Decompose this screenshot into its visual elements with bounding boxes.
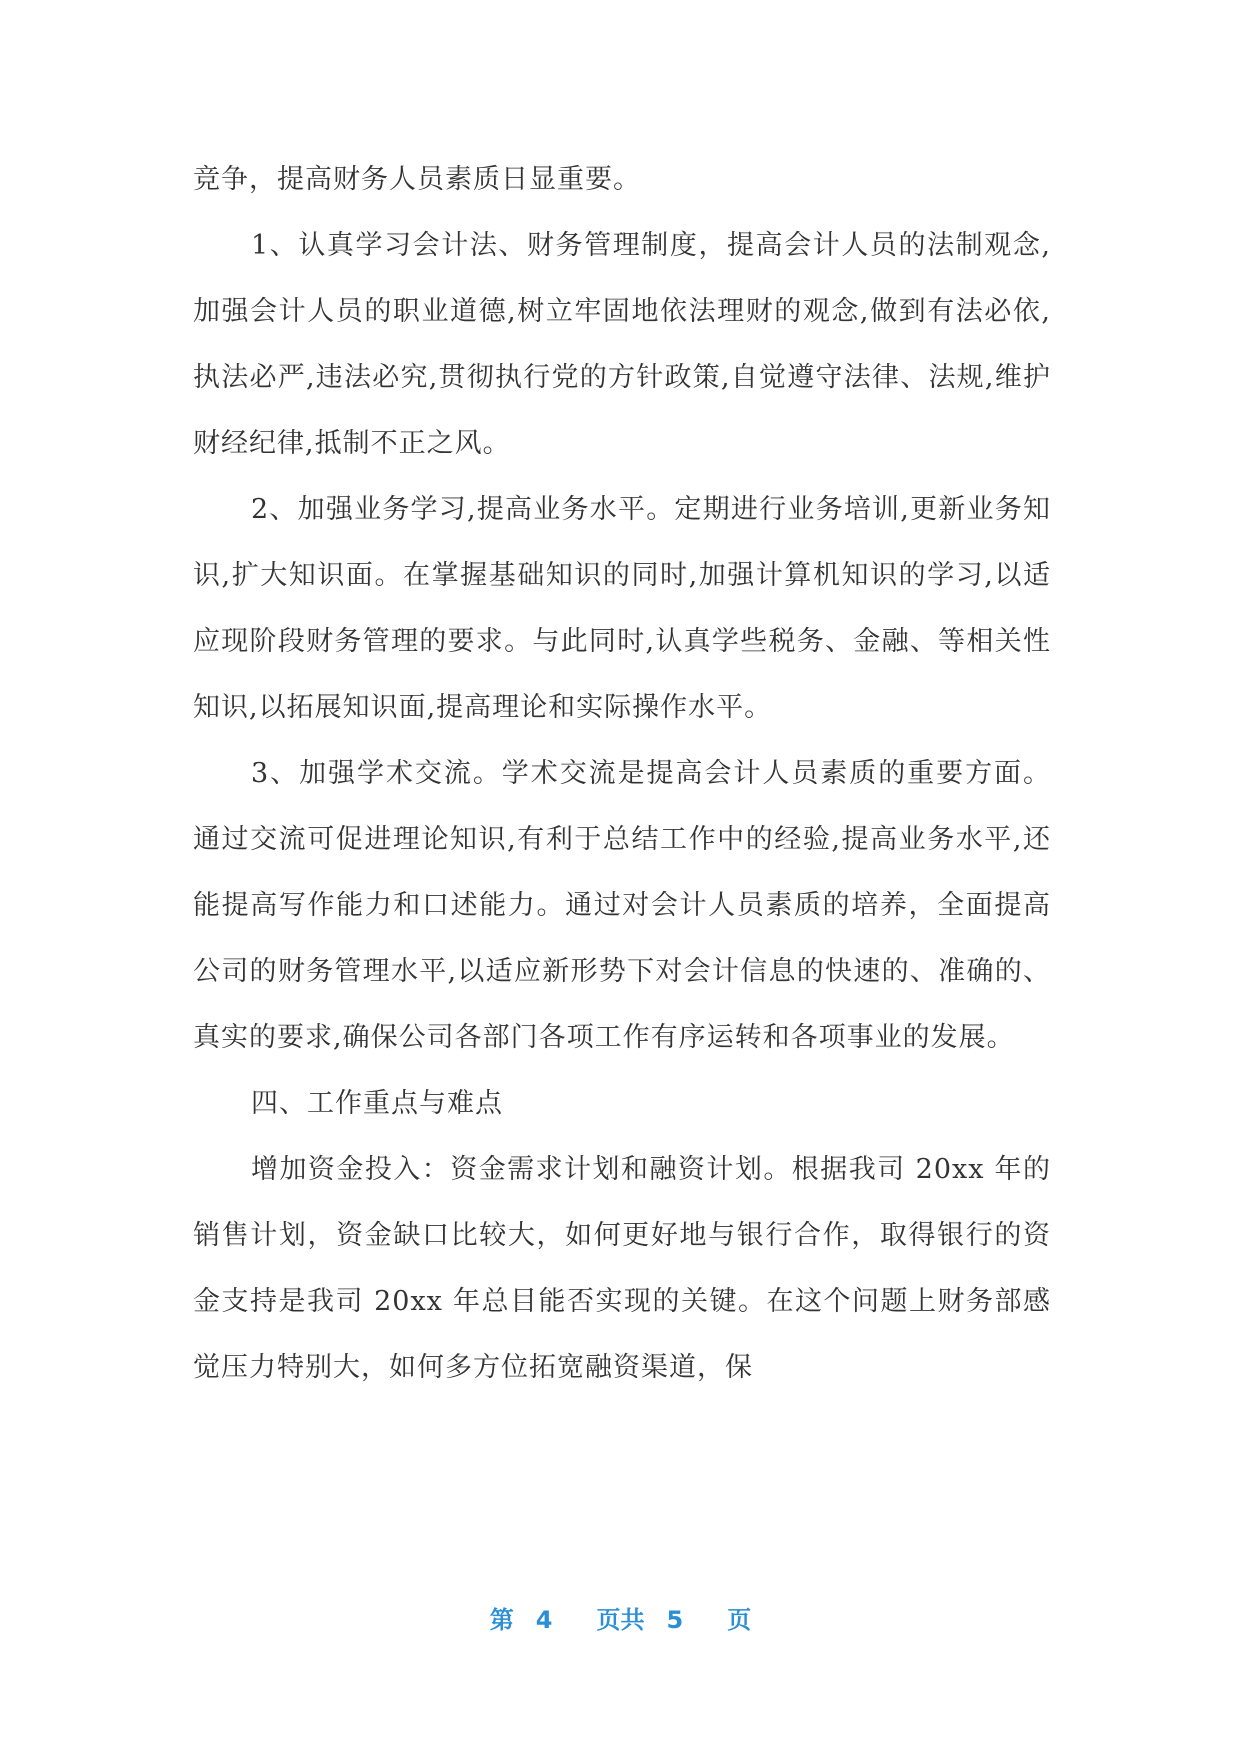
section-heading: 四、工作重点与难点 (251, 1088, 503, 1119)
footer-prefix: 第 (489, 1606, 514, 1634)
paragraph-funding: 增加资金投入：资金需求计划和融资计划。根据我司 20xx 年的销售计划，资金缺口比较大，如何更好地与银行合作，取得银行的资金支持是我司 20xx 年总目能否实现的关键。在这个问题上财务部感觉压力特别大，如何多方位拓宽融资渠道，保 (193, 1154, 1051, 1383)
paragraph-item-2: 2、加强业务学习,提高业务水平。定期进行业务培训,更新业务知识,扩大知识面。在掌握基础知识的同时,加强计算机知识的学习,以适应现阶段财务管理的要求。与此同时,认真学些税务、金融、等相关性知识,以拓展知识面,提高理论和实际操作水平。 (193, 494, 1051, 723)
footer-total-pages: 5 (666, 1606, 684, 1634)
footer-suffix: 页 (727, 1606, 752, 1634)
paragraph-item-3: 3、加强学术交流。学术交流是提高会计人员素质的重要方面。通过交流可促进理论知识,有利于总结工作中的经验,提高业务水平,还能提高写作能力和口述能力。通过对会计人员素质的培养，全面提高公司的财务管理水平,以适应新形势下对会计信息的快速的、准确的、真实的要求,确保公司各部门各项工作有序运转和各项事业的发展。 (193, 758, 1051, 1053)
page-footer (0, 1600, 1241, 1635)
paragraph-continuation: 竞争，提高财务人员素质日显重要。 (193, 164, 641, 195)
footer-middle: 页共 (596, 1606, 645, 1634)
paragraph-item-1: 1、认真学习会计法、财务管理制度，提高会计人员的法制观念,加强会计人员的职业道德,树立牢固地依法理财的观念,做到有法必依,执法必严,违法必究,贯彻执行党的方针政策,自觉遵守法律、法规,维护财经纪律,抵制不正之风。 (193, 230, 1051, 459)
footer-current-page: 4 (535, 1606, 553, 1634)
document-body (193, 147, 1051, 1401)
